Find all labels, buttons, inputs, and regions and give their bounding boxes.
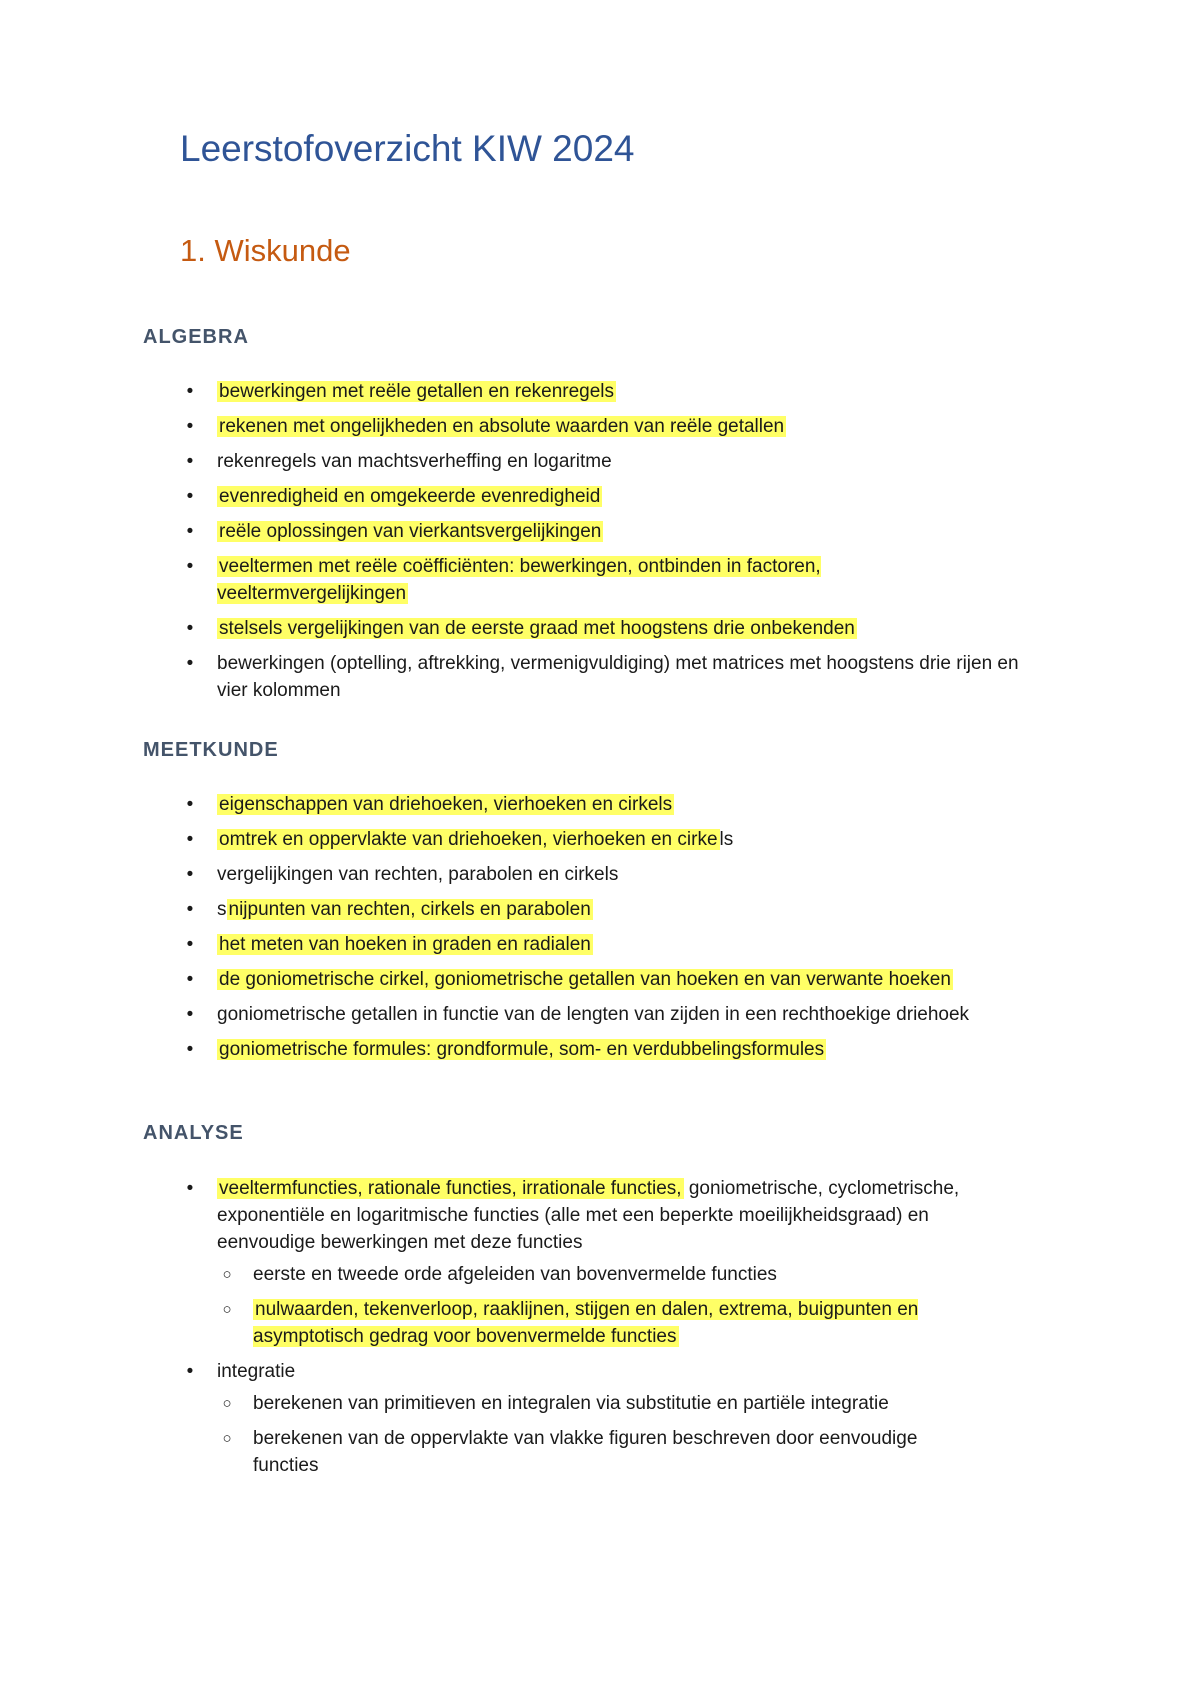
subheading-meetkunde: MEETKUNDE (143, 739, 279, 761)
bullet-icon: • (186, 1178, 194, 1199)
bullet-icon: • (186, 1004, 194, 1025)
list-item (180, 448, 1060, 475)
sublist (217, 1390, 1060, 1479)
circle-bullet-icon: ○ (222, 1430, 232, 1447)
list-item (180, 966, 1060, 993)
item-text: ls (719, 829, 734, 850)
list-item (180, 791, 1060, 818)
list-item (180, 483, 1060, 510)
list-item (180, 650, 1037, 704)
item-text: eerste en tweede orde afgeleiden van bovenvermelde functies (253, 1264, 777, 1285)
item-text: berekenen van primitieven en integralen via substitutie en partiële integratie (253, 1393, 889, 1414)
item-text: integratie (217, 1361, 296, 1382)
highlighted-text: de goniometrische cirkel, goniometrische getallen van hoeken en van verwante hoeken (219, 969, 951, 990)
sublist-item (217, 1390, 1060, 1417)
item-text: goniometrische getallen in functie van de lengten van zijden in een rechthoekige driehoek (217, 1004, 970, 1025)
algebra-list (180, 378, 1060, 704)
list-item (180, 413, 1060, 440)
highlighted-text: het meten van hoeken in graden en radialen (219, 934, 591, 955)
highlighted-text: nijpunten van rechten, cirkels en parabolen (228, 899, 591, 920)
item-text: s (217, 899, 227, 920)
list-item (180, 615, 1060, 642)
list-item (180, 931, 1060, 958)
sublist-item (217, 1425, 983, 1479)
list-item (180, 896, 1060, 923)
bullet-icon: • (186, 521, 194, 542)
highlighted-text: nulwaarden, tekenverloop, raaklijnen, stijgen en dalen, extrema, buigpunten en asymptotisch gedrag voor bovenvermelde functies (253, 1299, 919, 1347)
highlighted-text: veeltermfuncties, rationale functies, irrationale functies, (219, 1178, 682, 1199)
bullet-icon: • (186, 451, 194, 472)
list-item (180, 826, 1060, 853)
highlighted-text: evenredigheid en omgekeerde evenredigheid (219, 486, 601, 507)
list-item (180, 1036, 1060, 1063)
bullet-icon: • (186, 556, 194, 577)
bullet-icon: • (186, 969, 194, 990)
analyse-list (180, 1175, 1060, 1479)
sublist-item (217, 1261, 1060, 1288)
item-text: berekenen van de oppervlakte van vlakke figuren beschreven door eenvoudige functies (253, 1428, 918, 1476)
bullet-icon: • (186, 653, 194, 674)
highlighted-text: omtrek en oppervlakte van driehoeken, vierhoeken en cirke (219, 829, 718, 850)
highlighted-text: bewerkingen met reële getallen en rekenregels (219, 381, 615, 402)
section-heading-wiskunde: 1. Wiskunde (180, 233, 351, 268)
highlighted-text: eigenschappen van driehoeken, vierhoeken en cirkels (219, 794, 673, 815)
bullet-icon: • (186, 899, 194, 920)
item-text: rekenregels van machtsverheffing en logaritme (217, 451, 612, 472)
item-text: goniometrische, cyclometrische, exponentiële en logaritmische functies (alle met een beperkte moeilijkheidsgraad) en eenvoudige bewerkingen met deze functies (217, 1178, 960, 1253)
subheading-algebra: ALGEBRA (143, 326, 249, 348)
bullet-icon: • (186, 416, 194, 437)
highlighted-text: rekenen met ongelijkheden en absolute waarden van reële getallen (219, 416, 785, 437)
bullet-icon: • (186, 794, 194, 815)
list-item (180, 378, 1060, 405)
bullet-icon: • (186, 934, 194, 955)
list-item (180, 1358, 1060, 1479)
sublist-item (217, 1296, 983, 1350)
highlighted-text: veeltermen met reële coëfficiënten: bewerkingen, ontbinden in factoren, veeltermvergelijkingen (217, 556, 821, 604)
highlighted-text: reële oplossingen van vierkantsvergelijkingen (219, 521, 602, 542)
list-item (180, 518, 1060, 545)
item-text: vergelijkingen van rechten, parabolen en cirkels (217, 864, 619, 885)
bullet-icon: • (186, 1039, 194, 1060)
circle-bullet-icon: ○ (222, 1395, 232, 1412)
document-title: Leerstofoverzicht KIW 2024 (180, 128, 635, 169)
list-item (180, 1001, 1017, 1028)
circle-bullet-icon: ○ (222, 1301, 232, 1318)
subheading-analyse: ANALYSE (143, 1122, 244, 1144)
bullet-icon: • (186, 1361, 194, 1382)
circle-bullet-icon: ○ (222, 1266, 232, 1283)
bullet-icon: • (186, 486, 194, 507)
highlighted-text: stelsels vergelijkingen van de eerste graad met hoogstens drie onbekenden (219, 618, 855, 639)
list-item (180, 1175, 1060, 1350)
meetkunde-list (180, 791, 1060, 1063)
bullet-icon: • (186, 618, 194, 639)
sublist (217, 1261, 1060, 1350)
list-item (180, 861, 1060, 888)
bullet-icon: • (186, 381, 194, 402)
highlighted-text: goniometrische formules: grondformule, som- en verdubbelingsformules (219, 1039, 825, 1060)
bullet-icon: • (186, 864, 194, 885)
item-text: bewerkingen (optelling, aftrekking, vermenigvuldiging) met matrices met hoogstens drie rijen en vier kolommen (217, 653, 1019, 701)
list-item (180, 553, 917, 607)
bullet-icon: • (186, 829, 194, 850)
